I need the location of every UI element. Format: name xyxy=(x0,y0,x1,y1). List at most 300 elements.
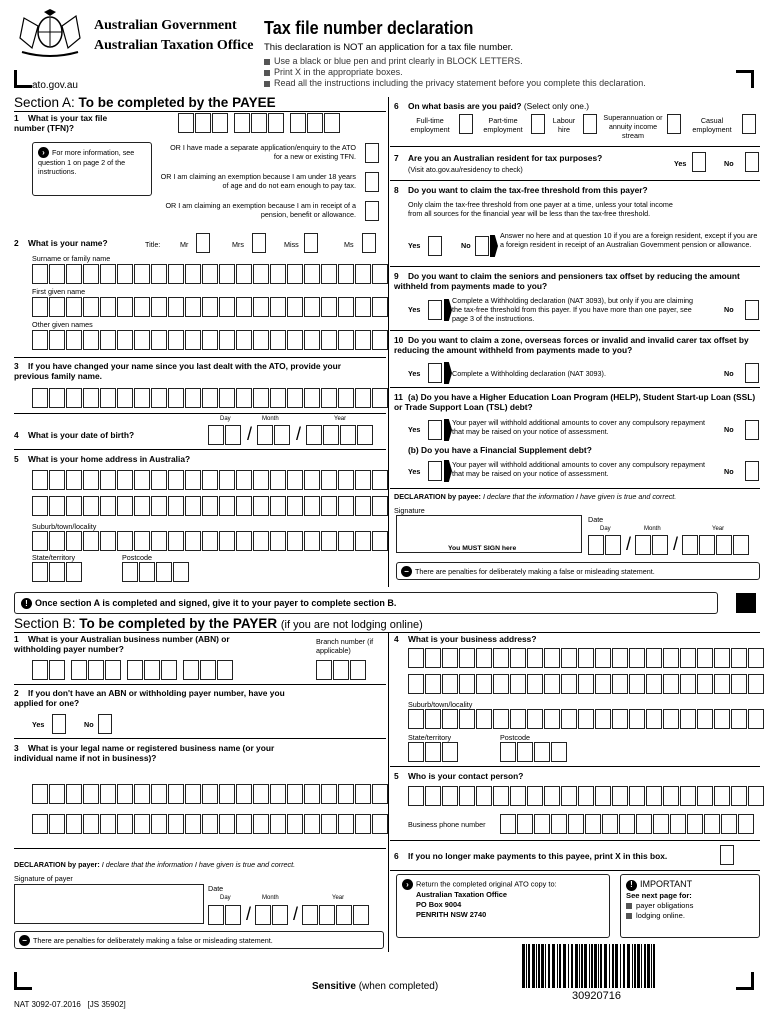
character-box[interactable] xyxy=(185,330,201,350)
character-box[interactable] xyxy=(697,648,713,668)
character-box[interactable] xyxy=(304,496,320,516)
character-box[interactable] xyxy=(517,814,533,834)
character-box[interactable] xyxy=(117,330,133,350)
character-box[interactable] xyxy=(236,470,252,490)
character-box[interactable] xyxy=(338,330,354,350)
character-box[interactable] xyxy=(636,814,652,834)
character-box[interactable] xyxy=(151,814,167,834)
character-box[interactable] xyxy=(32,496,48,516)
character-box[interactable] xyxy=(270,496,286,516)
character-box[interactable] xyxy=(49,814,65,834)
character-box[interactable] xyxy=(83,496,99,516)
character-box[interactable] xyxy=(321,496,337,516)
legal-name-line2[interactable] xyxy=(32,814,389,834)
character-box[interactable] xyxy=(544,709,560,729)
character-box[interactable] xyxy=(493,674,509,694)
character-box[interactable] xyxy=(527,709,543,729)
character-box[interactable] xyxy=(185,470,201,490)
dob-year-digit[interactable] xyxy=(340,425,356,445)
character-box[interactable] xyxy=(476,648,492,668)
character-box[interactable] xyxy=(561,648,577,668)
business-address-line2[interactable] xyxy=(408,674,765,694)
character-box[interactable] xyxy=(219,496,235,516)
b-q2-yes-box[interactable] xyxy=(52,714,66,734)
character-box[interactable] xyxy=(646,709,662,729)
title-miss-box[interactable] xyxy=(304,233,318,253)
character-box[interactable] xyxy=(49,264,65,284)
character-box[interactable] xyxy=(355,814,371,834)
character-box[interactable] xyxy=(372,388,388,408)
character-box[interactable] xyxy=(134,784,150,804)
b-q6-box[interactable] xyxy=(720,845,734,865)
character-box[interactable] xyxy=(253,388,269,408)
character-box[interactable] xyxy=(527,648,543,668)
character-box[interactable] xyxy=(321,814,337,834)
q7-no-box[interactable] xyxy=(745,152,759,172)
character-box[interactable] xyxy=(185,496,201,516)
character-box[interactable] xyxy=(534,814,550,834)
character-box[interactable] xyxy=(253,264,269,284)
character-box[interactable] xyxy=(151,470,167,490)
character-box[interactable] xyxy=(287,264,303,284)
character-box[interactable] xyxy=(372,297,388,317)
business-state-boxes[interactable] xyxy=(408,742,459,762)
tfn-digit[interactable] xyxy=(178,113,194,133)
character-box[interactable] xyxy=(66,330,82,350)
character-box[interactable] xyxy=(355,784,371,804)
character-box[interactable] xyxy=(83,531,99,551)
character-box[interactable] xyxy=(287,814,303,834)
character-box[interactable] xyxy=(287,784,303,804)
character-box[interactable] xyxy=(134,531,150,551)
character-box[interactable] xyxy=(270,297,286,317)
q9-no-box[interactable] xyxy=(745,300,759,320)
character-box[interactable] xyxy=(66,264,82,284)
character-box[interactable] xyxy=(629,648,645,668)
character-box[interactable] xyxy=(100,784,116,804)
character-box[interactable] xyxy=(372,531,388,551)
character-box[interactable] xyxy=(270,531,286,551)
character-box[interactable] xyxy=(32,264,48,284)
character-box[interactable] xyxy=(219,264,235,284)
character-box[interactable] xyxy=(83,297,99,317)
character-box[interactable] xyxy=(287,330,303,350)
character-box[interactable] xyxy=(493,648,509,668)
character-box[interactable] xyxy=(83,330,99,350)
character-box[interactable] xyxy=(151,784,167,804)
character-box[interactable] xyxy=(117,388,133,408)
character-box[interactable] xyxy=(304,264,320,284)
character-box[interactable] xyxy=(134,297,150,317)
character-box[interactable] xyxy=(134,264,150,284)
character-box[interactable] xyxy=(714,674,730,694)
character-box[interactable] xyxy=(185,784,201,804)
character-box[interactable] xyxy=(100,264,116,284)
character-box[interactable] xyxy=(270,784,286,804)
character-box[interactable] xyxy=(253,470,269,490)
character-box[interactable] xyxy=(202,470,218,490)
character-box[interactable] xyxy=(304,531,320,551)
character-box[interactable] xyxy=(202,388,218,408)
character-box[interactable] xyxy=(100,496,116,516)
character-box[interactable] xyxy=(338,388,354,408)
character-box[interactable] xyxy=(287,297,303,317)
character-box[interactable] xyxy=(134,496,150,516)
character-box[interactable] xyxy=(117,784,133,804)
basis-casual-box[interactable] xyxy=(742,114,756,134)
basis-super-box[interactable] xyxy=(667,114,681,134)
character-box[interactable] xyxy=(527,674,543,694)
character-box[interactable] xyxy=(253,496,269,516)
dob-month-digit[interactable] xyxy=(274,425,290,445)
character-box[interactable] xyxy=(202,814,218,834)
character-box[interactable] xyxy=(100,470,116,490)
q8-yes-box[interactable] xyxy=(428,236,442,256)
character-box[interactable] xyxy=(408,786,424,806)
character-box[interactable] xyxy=(32,470,48,490)
character-box[interactable] xyxy=(270,470,286,490)
character-box[interactable] xyxy=(748,674,764,694)
character-box[interactable] xyxy=(321,330,337,350)
character-box[interactable] xyxy=(338,531,354,551)
character-box[interactable] xyxy=(670,814,686,834)
character-box[interactable] xyxy=(253,784,269,804)
character-box[interactable] xyxy=(355,388,371,408)
character-box[interactable] xyxy=(687,814,703,834)
character-box[interactable] xyxy=(663,674,679,694)
character-box[interactable] xyxy=(612,786,628,806)
character-box[interactable] xyxy=(561,674,577,694)
character-box[interactable] xyxy=(714,648,730,668)
character-box[interactable] xyxy=(168,388,184,408)
character-box[interactable] xyxy=(680,786,696,806)
character-box[interactable] xyxy=(83,264,99,284)
character-box[interactable] xyxy=(493,709,509,729)
q10-yes-box[interactable] xyxy=(428,363,442,383)
character-box[interactable] xyxy=(355,531,371,551)
character-box[interactable] xyxy=(612,648,628,668)
character-box[interactable] xyxy=(355,470,371,490)
character-box[interactable] xyxy=(151,264,167,284)
character-box[interactable] xyxy=(476,674,492,694)
character-box[interactable] xyxy=(355,496,371,516)
character-box[interactable] xyxy=(83,470,99,490)
character-box[interactable] xyxy=(425,709,441,729)
character-box[interactable] xyxy=(425,786,441,806)
character-box[interactable] xyxy=(304,470,320,490)
website-link[interactable]: ato.gov.au xyxy=(32,80,78,91)
character-box[interactable] xyxy=(321,297,337,317)
character-box[interactable] xyxy=(236,814,252,834)
character-box[interactable] xyxy=(304,388,320,408)
dob-year-digit[interactable] xyxy=(306,425,322,445)
tfn-digit[interactable] xyxy=(307,113,323,133)
character-box[interactable] xyxy=(100,297,116,317)
character-box[interactable] xyxy=(459,648,475,668)
character-box[interactable] xyxy=(100,330,116,350)
home-suburb-boxes[interactable] xyxy=(32,531,389,551)
character-box[interactable] xyxy=(134,330,150,350)
character-box[interactable] xyxy=(287,496,303,516)
tfn-option-1-box[interactable] xyxy=(365,143,379,163)
other-names-boxes[interactable] xyxy=(32,330,389,350)
character-box[interactable] xyxy=(202,531,218,551)
character-box[interactable] xyxy=(236,297,252,317)
character-box[interactable] xyxy=(544,786,560,806)
character-box[interactable] xyxy=(134,814,150,834)
character-box[interactable] xyxy=(568,814,584,834)
character-box[interactable] xyxy=(321,388,337,408)
character-box[interactable] xyxy=(236,784,252,804)
character-box[interactable] xyxy=(66,814,82,834)
character-box[interactable] xyxy=(270,330,286,350)
q11a-yes-box[interactable] xyxy=(428,420,442,440)
character-box[interactable] xyxy=(697,674,713,694)
character-box[interactable] xyxy=(270,814,286,834)
character-box[interactable] xyxy=(151,297,167,317)
character-box[interactable] xyxy=(253,814,269,834)
legal-name-line1[interactable] xyxy=(32,784,389,804)
character-box[interactable] xyxy=(168,264,184,284)
character-box[interactable] xyxy=(321,470,337,490)
tfn-option-2-box[interactable] xyxy=(365,172,379,192)
character-box[interactable] xyxy=(595,674,611,694)
character-box[interactable] xyxy=(32,297,48,317)
character-box[interactable] xyxy=(629,674,645,694)
character-box[interactable] xyxy=(168,784,184,804)
character-box[interactable] xyxy=(578,648,594,668)
character-box[interactable] xyxy=(731,674,747,694)
character-box[interactable] xyxy=(338,784,354,804)
character-box[interactable] xyxy=(202,264,218,284)
b-q2-no-box[interactable] xyxy=(98,714,112,734)
character-box[interactable] xyxy=(287,531,303,551)
character-box[interactable] xyxy=(117,264,133,284)
character-box[interactable] xyxy=(202,784,218,804)
character-box[interactable] xyxy=(287,388,303,408)
business-postcode-boxes[interactable] xyxy=(500,742,568,762)
basis-part-time-box[interactable] xyxy=(531,114,545,134)
character-box[interactable] xyxy=(185,388,201,408)
tfn-digit[interactable] xyxy=(195,113,211,133)
character-box[interactable] xyxy=(338,814,354,834)
character-box[interactable] xyxy=(117,496,133,516)
character-box[interactable] xyxy=(721,814,737,834)
tfn-digit[interactable] xyxy=(324,113,340,133)
character-box[interactable] xyxy=(321,784,337,804)
tfn-digit[interactable] xyxy=(290,113,306,133)
character-box[interactable] xyxy=(372,496,388,516)
character-box[interactable] xyxy=(49,330,65,350)
character-box[interactable] xyxy=(49,496,65,516)
q11b-yes-box[interactable] xyxy=(428,461,442,481)
tfn-option-3-box[interactable] xyxy=(365,201,379,221)
character-box[interactable] xyxy=(408,674,424,694)
character-box[interactable] xyxy=(270,388,286,408)
character-box[interactable] xyxy=(714,786,730,806)
character-box[interactable] xyxy=(66,531,82,551)
character-box[interactable] xyxy=(66,784,82,804)
dob-month-digit[interactable] xyxy=(257,425,273,445)
character-box[interactable] xyxy=(372,330,388,350)
character-box[interactable] xyxy=(425,648,441,668)
character-box[interactable] xyxy=(185,297,201,317)
character-box[interactable] xyxy=(219,531,235,551)
tfn-digit[interactable] xyxy=(234,113,250,133)
character-box[interactable] xyxy=(738,814,754,834)
character-box[interactable] xyxy=(408,709,424,729)
q9-yes-box[interactable] xyxy=(428,300,442,320)
q11b-no-box[interactable] xyxy=(745,461,759,481)
character-box[interactable] xyxy=(697,786,713,806)
home-postcode-boxes[interactable] xyxy=(122,562,190,582)
character-box[interactable] xyxy=(338,264,354,284)
character-box[interactable] xyxy=(66,496,82,516)
character-box[interactable] xyxy=(151,330,167,350)
character-box[interactable] xyxy=(372,264,388,284)
dob-day-digit[interactable] xyxy=(225,425,241,445)
dob-year-digit[interactable] xyxy=(357,425,373,445)
character-box[interactable] xyxy=(117,531,133,551)
character-box[interactable] xyxy=(493,786,509,806)
character-box[interactable] xyxy=(236,264,252,284)
character-box[interactable] xyxy=(287,470,303,490)
character-box[interactable] xyxy=(748,648,764,668)
character-box[interactable] xyxy=(551,814,567,834)
character-box[interactable] xyxy=(202,496,218,516)
character-box[interactable] xyxy=(304,330,320,350)
character-box[interactable] xyxy=(372,470,388,490)
character-box[interactable] xyxy=(270,264,286,284)
character-box[interactable] xyxy=(236,388,252,408)
character-box[interactable] xyxy=(100,388,116,408)
character-box[interactable] xyxy=(680,674,696,694)
q8-no-box[interactable] xyxy=(475,236,489,256)
character-box[interactable] xyxy=(663,786,679,806)
character-box[interactable] xyxy=(253,531,269,551)
title-mr-box[interactable] xyxy=(196,233,210,253)
home-state-boxes[interactable] xyxy=(32,562,83,582)
character-box[interactable] xyxy=(168,496,184,516)
character-box[interactable] xyxy=(49,531,65,551)
character-box[interactable] xyxy=(442,648,458,668)
basis-full-time-box[interactable] xyxy=(459,114,473,134)
previous-name-boxes[interactable] xyxy=(32,388,389,408)
character-box[interactable] xyxy=(338,496,354,516)
character-box[interactable] xyxy=(219,814,235,834)
tfn-digit[interactable] xyxy=(251,113,267,133)
character-box[interactable] xyxy=(355,297,371,317)
character-box[interactable] xyxy=(748,786,764,806)
character-box[interactable] xyxy=(578,709,594,729)
character-box[interactable] xyxy=(202,330,218,350)
character-box[interactable] xyxy=(49,388,65,408)
character-box[interactable] xyxy=(117,470,133,490)
payer-signature-field[interactable] xyxy=(14,884,204,924)
character-box[interactable] xyxy=(151,496,167,516)
q11a-no-box[interactable] xyxy=(745,420,759,440)
character-box[interactable] xyxy=(748,709,764,729)
character-box[interactable] xyxy=(372,784,388,804)
character-box[interactable] xyxy=(442,786,458,806)
character-box[interactable] xyxy=(653,814,669,834)
character-box[interactable] xyxy=(253,297,269,317)
character-box[interactable] xyxy=(32,388,48,408)
character-box[interactable] xyxy=(510,674,526,694)
character-box[interactable] xyxy=(236,496,252,516)
business-phone-boxes[interactable] xyxy=(500,814,755,834)
character-box[interactable] xyxy=(500,814,516,834)
character-box[interactable] xyxy=(697,709,713,729)
title-ms-box[interactable] xyxy=(362,233,376,253)
tfn-digit[interactable] xyxy=(268,113,284,133)
character-box[interactable] xyxy=(168,330,184,350)
character-box[interactable] xyxy=(476,786,492,806)
character-box[interactable] xyxy=(510,648,526,668)
character-box[interactable] xyxy=(459,786,475,806)
character-box[interactable] xyxy=(731,786,747,806)
character-box[interactable] xyxy=(510,786,526,806)
character-box[interactable] xyxy=(304,297,320,317)
character-box[interactable] xyxy=(32,784,48,804)
character-box[interactable] xyxy=(219,784,235,804)
character-box[interactable] xyxy=(578,674,594,694)
character-box[interactable] xyxy=(459,674,475,694)
character-box[interactable] xyxy=(619,814,635,834)
first-name-boxes[interactable] xyxy=(32,297,389,317)
character-box[interactable] xyxy=(680,709,696,729)
character-box[interactable] xyxy=(83,814,99,834)
character-box[interactable] xyxy=(66,470,82,490)
character-box[interactable] xyxy=(544,674,560,694)
character-box[interactable] xyxy=(321,531,337,551)
q10-no-box[interactable] xyxy=(745,363,759,383)
character-box[interactable] xyxy=(253,330,269,350)
character-box[interactable] xyxy=(304,814,320,834)
character-box[interactable] xyxy=(185,531,201,551)
character-box[interactable] xyxy=(663,648,679,668)
q7-yes-box[interactable] xyxy=(692,152,706,172)
character-box[interactable] xyxy=(646,674,662,694)
character-box[interactable] xyxy=(372,814,388,834)
character-box[interactable] xyxy=(32,814,48,834)
character-box[interactable] xyxy=(117,297,133,317)
character-box[interactable] xyxy=(476,709,492,729)
character-box[interactable] xyxy=(202,297,218,317)
character-box[interactable] xyxy=(612,709,628,729)
character-box[interactable] xyxy=(32,330,48,350)
character-box[interactable] xyxy=(585,814,601,834)
business-suburb-boxes[interactable] xyxy=(408,709,765,729)
character-box[interactable] xyxy=(731,648,747,668)
character-box[interactable] xyxy=(185,814,201,834)
tfn-digit[interactable] xyxy=(212,113,228,133)
character-box[interactable] xyxy=(595,786,611,806)
character-box[interactable] xyxy=(83,388,99,408)
character-box[interactable] xyxy=(408,648,424,668)
character-box[interactable] xyxy=(646,648,662,668)
character-box[interactable] xyxy=(629,786,645,806)
surname-boxes[interactable] xyxy=(32,264,389,284)
character-box[interactable] xyxy=(236,531,252,551)
character-box[interactable] xyxy=(168,297,184,317)
character-box[interactable] xyxy=(663,709,679,729)
character-box[interactable] xyxy=(168,531,184,551)
character-box[interactable] xyxy=(32,531,48,551)
character-box[interactable] xyxy=(561,709,577,729)
basis-labour-hire-box[interactable] xyxy=(583,114,597,134)
character-box[interactable] xyxy=(442,709,458,729)
